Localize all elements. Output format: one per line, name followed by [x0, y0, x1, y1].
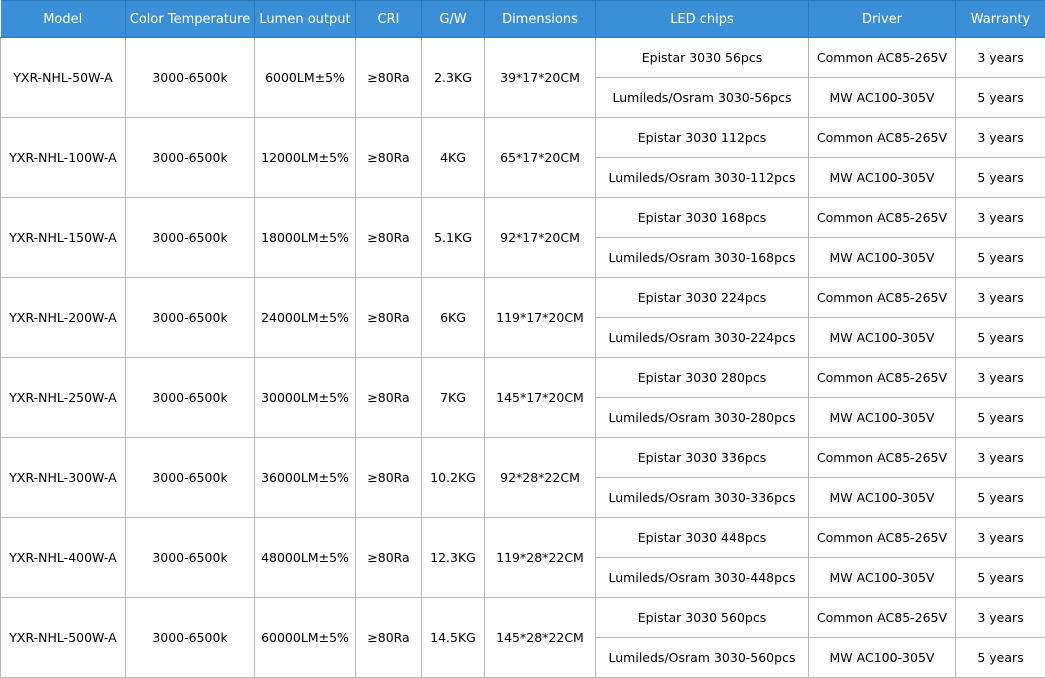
header-dimensions: Dimensions	[485, 1, 596, 38]
cell-driver: MW AC100-305V	[809, 638, 956, 678]
cell-gw: 14.5KG	[422, 598, 485, 678]
cell-driver: Common AC85-265V	[809, 118, 956, 158]
cell-warranty: 5 years	[956, 78, 1045, 118]
cell-warranty: 5 years	[956, 558, 1045, 598]
cell-color-temperature: 3000-6500k	[126, 438, 255, 518]
header-warranty: Warranty	[956, 1, 1045, 38]
cell-driver: Common AC85-265V	[809, 278, 956, 318]
cell-led-chips: Epistar 3030 224pcs	[596, 278, 809, 318]
cell-driver: Common AC85-265V	[809, 598, 956, 638]
cell-led-chips: Lumileds/Osram 3030-336pcs	[596, 478, 809, 518]
cell-color-temperature: 3000-6500k	[126, 118, 255, 198]
cell-model: YXR-NHL-250W-A	[1, 358, 126, 438]
header-color-temperature: Color Temperature	[126, 1, 255, 38]
header-cri: CRI	[356, 1, 422, 38]
cell-lumen-output: 6000LM±5%	[255, 38, 356, 118]
table-row	[1, 38, 1045, 78]
cell-led-chips: Epistar 3030 448pcs	[596, 518, 809, 558]
cell-gw: 6KG	[422, 278, 485, 358]
cell-cri: ≥80Ra	[356, 278, 422, 358]
cell-model: YXR-NHL-500W-A	[1, 598, 126, 678]
header-led-chips: LED chips	[596, 1, 809, 38]
cell-gw: 2.3KG	[422, 38, 485, 118]
cell-lumen-output: 24000LM±5%	[255, 278, 356, 358]
cell-led-chips: Epistar 3030 336pcs	[596, 438, 809, 478]
cell-dimensions: 119*17*20CM	[485, 278, 596, 358]
header-model: Model	[1, 1, 126, 38]
cell-lumen-output: 60000LM±5%	[255, 598, 356, 678]
cell-led-chips: Lumileds/Osram 3030-112pcs	[596, 158, 809, 198]
table-row	[1, 198, 1045, 238]
cell-led-chips: Lumileds/Osram 3030-224pcs	[596, 318, 809, 358]
cell-cri: ≥80Ra	[356, 118, 422, 198]
header-driver: Driver	[809, 1, 956, 38]
cell-led-chips: Epistar 3030 112pcs	[596, 118, 809, 158]
cell-cri: ≥80Ra	[356, 518, 422, 598]
header-lumen-output: Lumen output	[255, 1, 356, 38]
cell-lumen-output: 30000LM±5%	[255, 358, 356, 438]
cell-cri: ≥80Ra	[356, 598, 422, 678]
cell-led-chips: Epistar 3030 280pcs	[596, 358, 809, 398]
cell-gw: 5.1KG	[422, 198, 485, 278]
table-row	[1, 358, 1045, 398]
cell-model: YXR-NHL-400W-A	[1, 518, 126, 598]
cell-color-temperature: 3000-6500k	[126, 518, 255, 598]
cell-lumen-output: 12000LM±5%	[255, 118, 356, 198]
cell-dimensions: 65*17*20CM	[485, 118, 596, 198]
cell-warranty: 5 years	[956, 478, 1045, 518]
cell-model: YXR-NHL-100W-A	[1, 118, 126, 198]
cell-warranty: 3 years	[956, 598, 1045, 638]
table-row	[1, 518, 1045, 558]
cell-driver: Common AC85-265V	[809, 358, 956, 398]
cell-warranty: 5 years	[956, 238, 1045, 278]
cell-gw: 10.2KG	[422, 438, 485, 518]
cell-led-chips: Lumileds/Osram 3030-560pcs	[596, 638, 809, 678]
cell-model: YXR-NHL-50W-A	[1, 38, 126, 118]
cell-model: YXR-NHL-150W-A	[1, 198, 126, 278]
cell-driver: MW AC100-305V	[809, 158, 956, 198]
cell-lumen-output: 18000LM±5%	[255, 198, 356, 278]
cell-dimensions: 119*28*22CM	[485, 518, 596, 598]
cell-led-chips: Epistar 3030 168pcs	[596, 198, 809, 238]
cell-driver: Common AC85-265V	[809, 38, 956, 78]
cell-warranty: 5 years	[956, 638, 1045, 678]
cell-led-chips: Epistar 3030 56pcs	[596, 38, 809, 78]
cell-gw: 7KG	[422, 358, 485, 438]
cell-dimensions: 39*17*20CM	[485, 38, 596, 118]
cell-warranty: 5 years	[956, 318, 1045, 358]
cell-driver: MW AC100-305V	[809, 238, 956, 278]
cell-dimensions: 92*28*22CM	[485, 438, 596, 518]
header-row	[1, 1, 1045, 38]
cell-color-temperature: 3000-6500k	[126, 38, 255, 118]
cell-led-chips: Epistar 3030 560pcs	[596, 598, 809, 638]
cell-driver: MW AC100-305V	[809, 398, 956, 438]
cell-warranty: 3 years	[956, 38, 1045, 78]
cell-color-temperature: 3000-6500k	[126, 278, 255, 358]
header-gw: G/W	[422, 1, 485, 38]
cell-warranty: 3 years	[956, 198, 1045, 238]
cell-led-chips: Lumileds/Osram 3030-56pcs	[596, 78, 809, 118]
cell-driver: MW AC100-305V	[809, 78, 956, 118]
cell-cri: ≥80Ra	[356, 198, 422, 278]
cell-gw: 12.3KG	[422, 518, 485, 598]
cell-driver: MW AC100-305V	[809, 318, 956, 358]
cell-driver: Common AC85-265V	[809, 518, 956, 558]
cell-driver: Common AC85-265V	[809, 198, 956, 238]
cell-led-chips: Lumileds/Osram 3030-168pcs	[596, 238, 809, 278]
cell-warranty: 3 years	[956, 278, 1045, 318]
cell-warranty: 3 years	[956, 518, 1045, 558]
cell-led-chips: Lumileds/Osram 3030-448pcs	[596, 558, 809, 598]
cell-warranty: 3 years	[956, 358, 1045, 398]
cell-dimensions: 145*28*22CM	[485, 598, 596, 678]
table-body	[1, 38, 1045, 678]
cell-dimensions: 145*17*20CM	[485, 358, 596, 438]
cell-color-temperature: 3000-6500k	[126, 198, 255, 278]
cell-led-chips: Lumileds/Osram 3030-280pcs	[596, 398, 809, 438]
cell-model: YXR-NHL-300W-A	[1, 438, 126, 518]
table-row	[1, 278, 1045, 318]
cell-cri: ≥80Ra	[356, 38, 422, 118]
table-row	[1, 118, 1045, 158]
table-row	[1, 438, 1045, 478]
cell-warranty: 3 years	[956, 438, 1045, 478]
cell-warranty: 5 years	[956, 158, 1045, 198]
cell-lumen-output: 36000LM±5%	[255, 438, 356, 518]
cell-driver: Common AC85-265V	[809, 438, 956, 478]
cell-color-temperature: 3000-6500k	[126, 598, 255, 678]
cell-cri: ≥80Ra	[356, 438, 422, 518]
cell-cri: ≥80Ra	[356, 358, 422, 438]
cell-color-temperature: 3000-6500k	[126, 358, 255, 438]
cell-driver: MW AC100-305V	[809, 558, 956, 598]
table-row	[1, 598, 1045, 638]
cell-dimensions: 92*17*20CM	[485, 198, 596, 278]
cell-warranty: 5 years	[956, 398, 1045, 438]
cell-lumen-output: 48000LM±5%	[255, 518, 356, 598]
cell-driver: MW AC100-305V	[809, 478, 956, 518]
cell-model: YXR-NHL-200W-A	[1, 278, 126, 358]
cell-gw: 4KG	[422, 118, 485, 198]
cell-warranty: 3 years	[956, 118, 1045, 158]
